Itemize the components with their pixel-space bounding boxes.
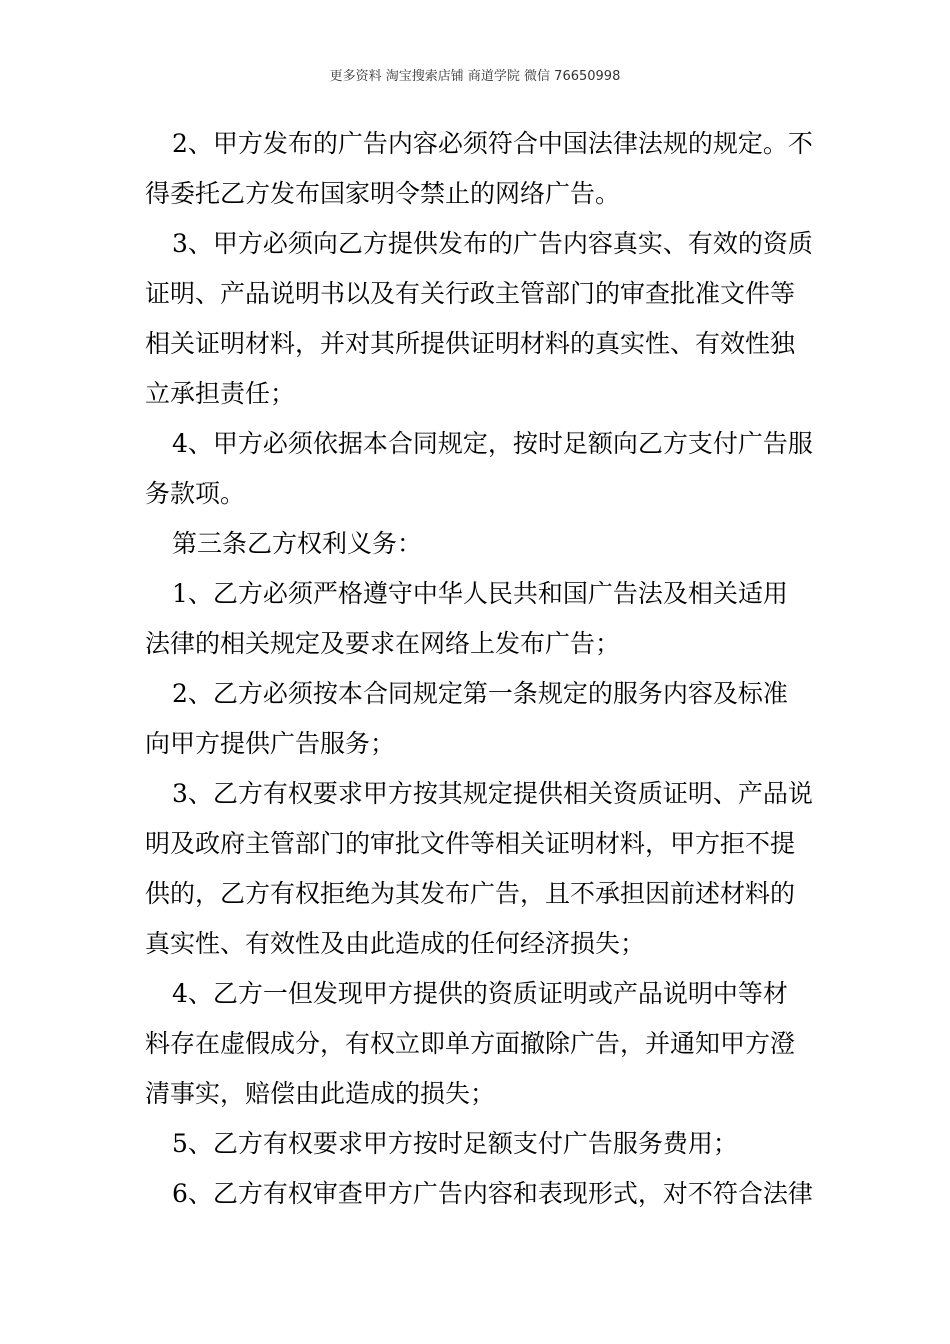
text-line: 料存在虚假成分，有权立即单方面撤除广告，并通知甲方澄 xyxy=(145,1029,796,1058)
paragraph xyxy=(145,122,815,222)
paragraph xyxy=(145,972,815,1122)
text-line: 法律的相关规定及要求在网络上发布广告； xyxy=(145,629,621,658)
text-line: 供的，乙方有权拒绝为其发布广告，且不承担因前述材料的 xyxy=(145,879,796,908)
text-line: 4、甲方必须依据本合同规定，按时足额向乙方支付广告服 xyxy=(172,429,813,458)
text-line: 第三条乙方权利义务： xyxy=(172,529,423,558)
text-line: 务款项。 xyxy=(145,479,246,508)
text-line: 真实性、有效性及由此造成的任何经济损失； xyxy=(145,929,646,958)
text-line: 证明、产品说明书以及有关行政主管部门的审查批准文件等 xyxy=(145,279,796,308)
text-line: 清事实，赔偿由此造成的损失； xyxy=(145,1079,496,1108)
text-line: 5、乙方有权要求甲方按时足额支付广告服务费用； xyxy=(172,1129,738,1158)
paragraph xyxy=(145,672,815,772)
text-line: 3、乙方有权要求甲方按其规定提供相关资质证明、产品说 xyxy=(172,779,813,808)
text-line: 3、甲方必须向乙方提供发布的广告内容真实、有效的资质 xyxy=(172,229,813,258)
text-line: 6、乙方有权审查甲方广告内容和表现形式，对不符合法律 xyxy=(172,1179,813,1208)
paragraph xyxy=(145,772,815,972)
paragraph xyxy=(145,572,815,672)
paragraph xyxy=(145,1172,815,1222)
text-line: 向甲方提供广告服务； xyxy=(145,729,396,758)
text-line: 1、乙方必须严格遵守中华人民共和国广告法及相关适用 xyxy=(172,579,788,608)
text-line: 4、乙方一但发现甲方提供的资质证明或产品说明中等材 xyxy=(172,979,788,1008)
text-line: 得委托乙方发布国家明令禁止的网络广告。 xyxy=(145,179,621,208)
paragraph xyxy=(145,522,815,572)
text-line: 明及政府主管部门的审批文件等相关证明材料，甲方拒不提 xyxy=(145,829,796,858)
paragraph xyxy=(145,1122,815,1172)
text-line: 立承担责任； xyxy=(145,379,296,408)
paragraph xyxy=(145,422,815,522)
text-line: 2、甲方发布的广告内容必须符合中国法律法规的规定。不 xyxy=(172,129,813,158)
paragraph xyxy=(145,222,815,422)
page-header-watermark: 更多资料 淘宝搜索店铺 商道学院 微信 76650998 xyxy=(329,69,621,84)
text-line: 相关证明材料，并对其所提供证明材料的真实性、有效性独 xyxy=(145,329,796,358)
text-line: 2、乙方必须按本合同规定第一条规定的服务内容及标准 xyxy=(172,679,788,708)
document-body xyxy=(145,122,815,1222)
